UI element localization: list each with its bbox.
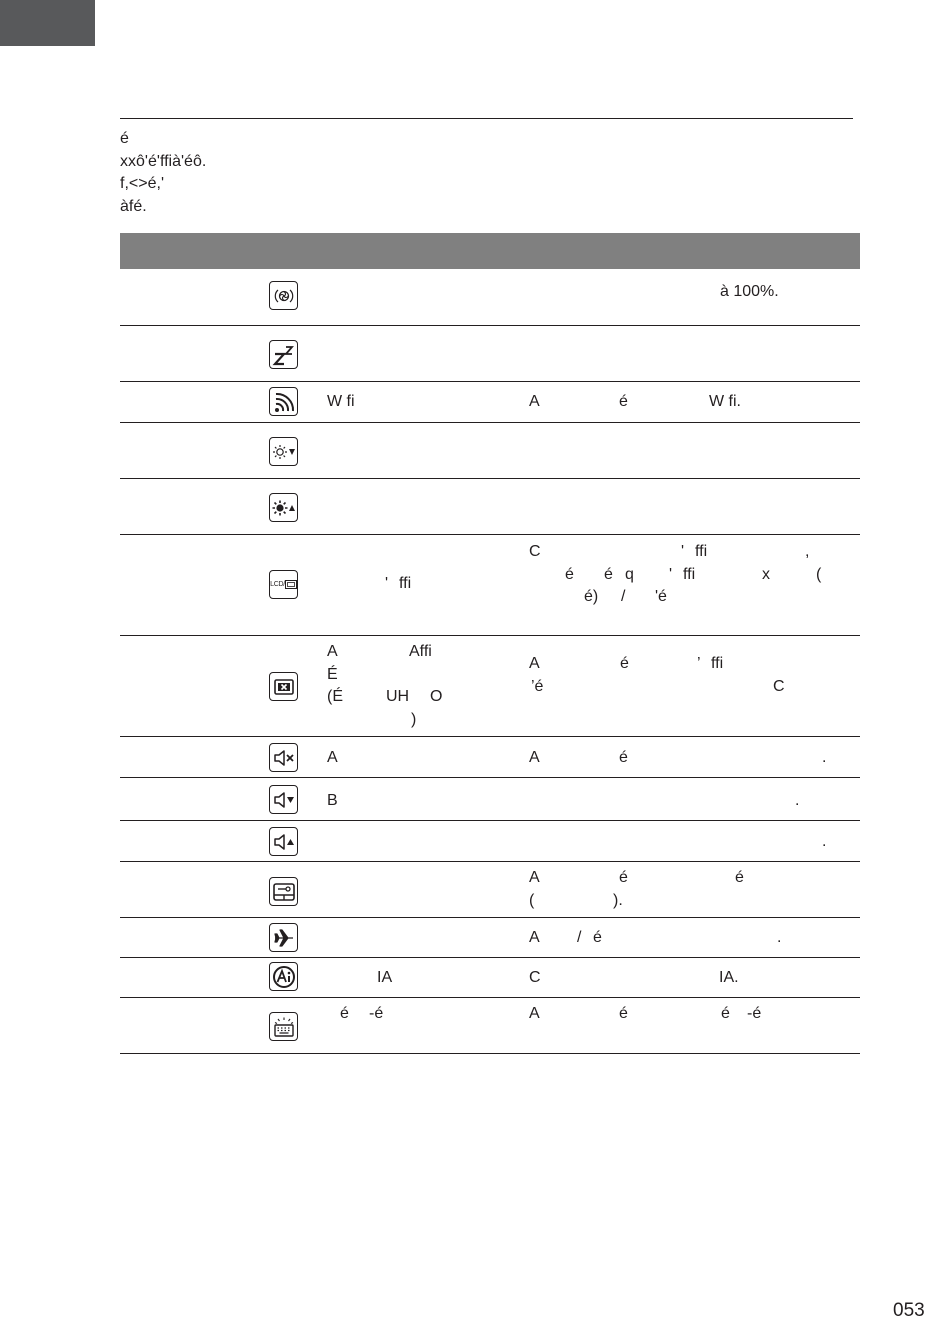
table-row (120, 958, 860, 998)
text-fragment: ' (156, 152, 160, 170)
function-line (327, 967, 517, 990)
text-fragment: ( (816, 565, 822, 583)
table-row (120, 636, 860, 737)
text-fragment: ô (192, 152, 202, 170)
text-fragment: . (822, 749, 827, 766)
description-line (529, 747, 859, 770)
text-fragment: A (529, 393, 540, 410)
table-row (120, 326, 860, 382)
text-fragment: W fi. (709, 393, 741, 410)
function-description (529, 541, 859, 609)
table-row (120, 270, 860, 326)
function-description (529, 967, 859, 990)
display-switch-icon (269, 570, 298, 599)
description-line (529, 890, 859, 913)
text-fragment: f (120, 175, 125, 192)
intro-line (120, 151, 860, 174)
text-fragment: é) (584, 588, 599, 605)
text-fragment: 'é (655, 588, 667, 605)
text-fragment: ô (136, 152, 145, 170)
description-line (529, 867, 859, 890)
text-fragment: , (156, 175, 161, 192)
airplane-icon (269, 923, 298, 952)
intro-line (120, 196, 860, 219)
table-row (120, 737, 860, 778)
sleep-icon (269, 340, 298, 369)
text-fragment: A (529, 929, 540, 946)
text-fragment: C (529, 969, 541, 986)
text-fragment: ’ (697, 655, 701, 672)
keyboard-backlight-icon (269, 1012, 298, 1041)
table-row (120, 778, 860, 821)
text-fragment: C (529, 543, 541, 560)
table-row (120, 821, 860, 862)
text-fragment: -é (747, 1005, 762, 1022)
text-fragment: é (721, 1005, 730, 1022)
text-fragment: / (577, 929, 582, 946)
function-line (327, 573, 517, 596)
fan-boost-icon (269, 281, 298, 310)
table-row (120, 382, 860, 423)
description-line (529, 676, 859, 699)
function-description (529, 1003, 859, 1026)
volume-up-icon (269, 827, 298, 856)
text-fragment: W fi (327, 393, 355, 410)
text-fragment: ffi (695, 543, 708, 560)
text-fragment: ffi (159, 152, 173, 170)
text-fragment: à (172, 152, 181, 170)
function-name (327, 391, 517, 414)
mute-icon (269, 743, 298, 772)
screen-off-icon (269, 672, 298, 701)
function-description (529, 281, 859, 304)
description-line (529, 653, 859, 676)
function-line (327, 664, 517, 687)
text-fragment: é (340, 1005, 349, 1022)
text-fragment: , (805, 543, 810, 560)
text-fragment: > (138, 175, 148, 192)
text-fragment: é (619, 393, 628, 410)
text-fragment: IA. (719, 969, 739, 986)
text-fragment: < (128, 175, 139, 192)
table-row (120, 862, 860, 918)
function-description (529, 391, 859, 414)
function-line (327, 747, 517, 770)
text-fragment: é (620, 655, 629, 672)
function-line (327, 686, 517, 709)
table-row (120, 423, 860, 479)
text-fragment: UH (386, 688, 410, 705)
text-fragment: / (621, 588, 626, 605)
text-fragment: ' (681, 543, 685, 560)
text-fragment: ). (613, 891, 623, 909)
text-fragment: é (565, 565, 574, 583)
text-fragment: É (327, 665, 338, 683)
text-fragment: é (147, 152, 157, 170)
description-line (529, 790, 859, 813)
text-fragment: . (201, 152, 207, 170)
table-row (120, 918, 860, 958)
text-fragment: ) (411, 710, 417, 728)
text-fragment: IA (377, 969, 393, 986)
text-fragment: à 100%. (720, 283, 779, 300)
top-rule (120, 118, 853, 119)
text-fragment: é (593, 929, 602, 946)
description-line (529, 564, 859, 587)
text-fragment: ’é (531, 677, 544, 695)
function-name (327, 747, 517, 770)
text-fragment: é (133, 197, 143, 215)
table-row (120, 998, 860, 1054)
function-line (327, 641, 517, 664)
function-name (327, 1003, 517, 1026)
text-fragment: . (822, 833, 827, 850)
table-row (120, 535, 860, 636)
text-fragment: é (619, 869, 628, 886)
text-fragment: A (529, 869, 540, 886)
text-fragment: ' (669, 565, 673, 583)
text-fragment: x (762, 565, 770, 583)
description-line (529, 541, 859, 564)
chapter-tab (0, 0, 95, 46)
text-fragment: A (529, 749, 540, 766)
text-fragment: é (735, 869, 744, 886)
intro-line (120, 173, 860, 196)
description-line (529, 967, 859, 990)
function-description (529, 790, 859, 813)
text-fragment: 'é (181, 152, 193, 170)
function-description (529, 747, 859, 770)
text-fragment: ffi (683, 565, 696, 583)
text-fragment: x (128, 152, 136, 170)
ai-icon (269, 962, 298, 991)
wifi-icon (269, 387, 298, 416)
text-fragment: . (795, 792, 800, 809)
intro-line (120, 128, 860, 151)
text-fragment: Affi (409, 643, 432, 660)
text-fragment: é (147, 175, 157, 192)
description-line (529, 391, 859, 414)
table-header (120, 233, 860, 269)
text-fragment: A (529, 1005, 540, 1022)
intro-paragraph (120, 128, 860, 218)
text-fragment: A (529, 655, 540, 672)
function-description (529, 927, 859, 950)
function-description (529, 653, 859, 698)
text-fragment: é (619, 749, 628, 766)
text-fragment: ' (385, 575, 389, 592)
text-fragment: ' (144, 152, 148, 170)
text-fragment: é (120, 130, 129, 147)
text-fragment: . (142, 197, 147, 215)
text-fragment: C (773, 677, 785, 695)
function-line (327, 391, 517, 414)
touchpad-toggle-icon (269, 877, 298, 906)
text-fragment: ffi (711, 655, 724, 672)
function-description (529, 867, 859, 912)
volume-down-icon (269, 785, 298, 814)
function-name (327, 573, 517, 596)
text-fragment: A (327, 749, 338, 766)
function-name (327, 967, 517, 990)
text-fragment: ' (160, 175, 165, 192)
function-line (327, 790, 517, 813)
description-line (529, 927, 859, 950)
text-fragment: (É (327, 688, 343, 705)
function-name (327, 641, 517, 731)
text-fragment: à (120, 197, 129, 215)
text-fragment: -é (369, 1005, 384, 1022)
function-description (529, 831, 859, 854)
text-fragment: f (128, 197, 134, 215)
description-line (529, 831, 859, 854)
function-line (327, 709, 517, 732)
key-label: LCD/ (270, 581, 285, 588)
text-fragment: ( (529, 891, 535, 909)
text-fragment: ffi (399, 575, 412, 592)
text-fragment: O (430, 688, 443, 705)
text-fragment: q (625, 565, 634, 583)
text-fragment: A (327, 643, 338, 660)
text-fragment: x (120, 152, 128, 170)
text-fragment: . (777, 929, 782, 946)
page-number: 053 (893, 1300, 925, 1321)
text-fragment: é (604, 565, 613, 583)
brightness-down-icon (269, 437, 298, 466)
table-row (120, 479, 860, 535)
function-line (327, 1003, 517, 1026)
description-line (529, 281, 859, 304)
description-line (529, 1003, 859, 1026)
function-name (327, 790, 517, 813)
description-line (529, 586, 859, 609)
text-fragment: , (124, 175, 129, 192)
text-fragment: é (619, 1005, 628, 1022)
brightness-up-icon (269, 493, 298, 522)
text-fragment: B (327, 792, 338, 809)
